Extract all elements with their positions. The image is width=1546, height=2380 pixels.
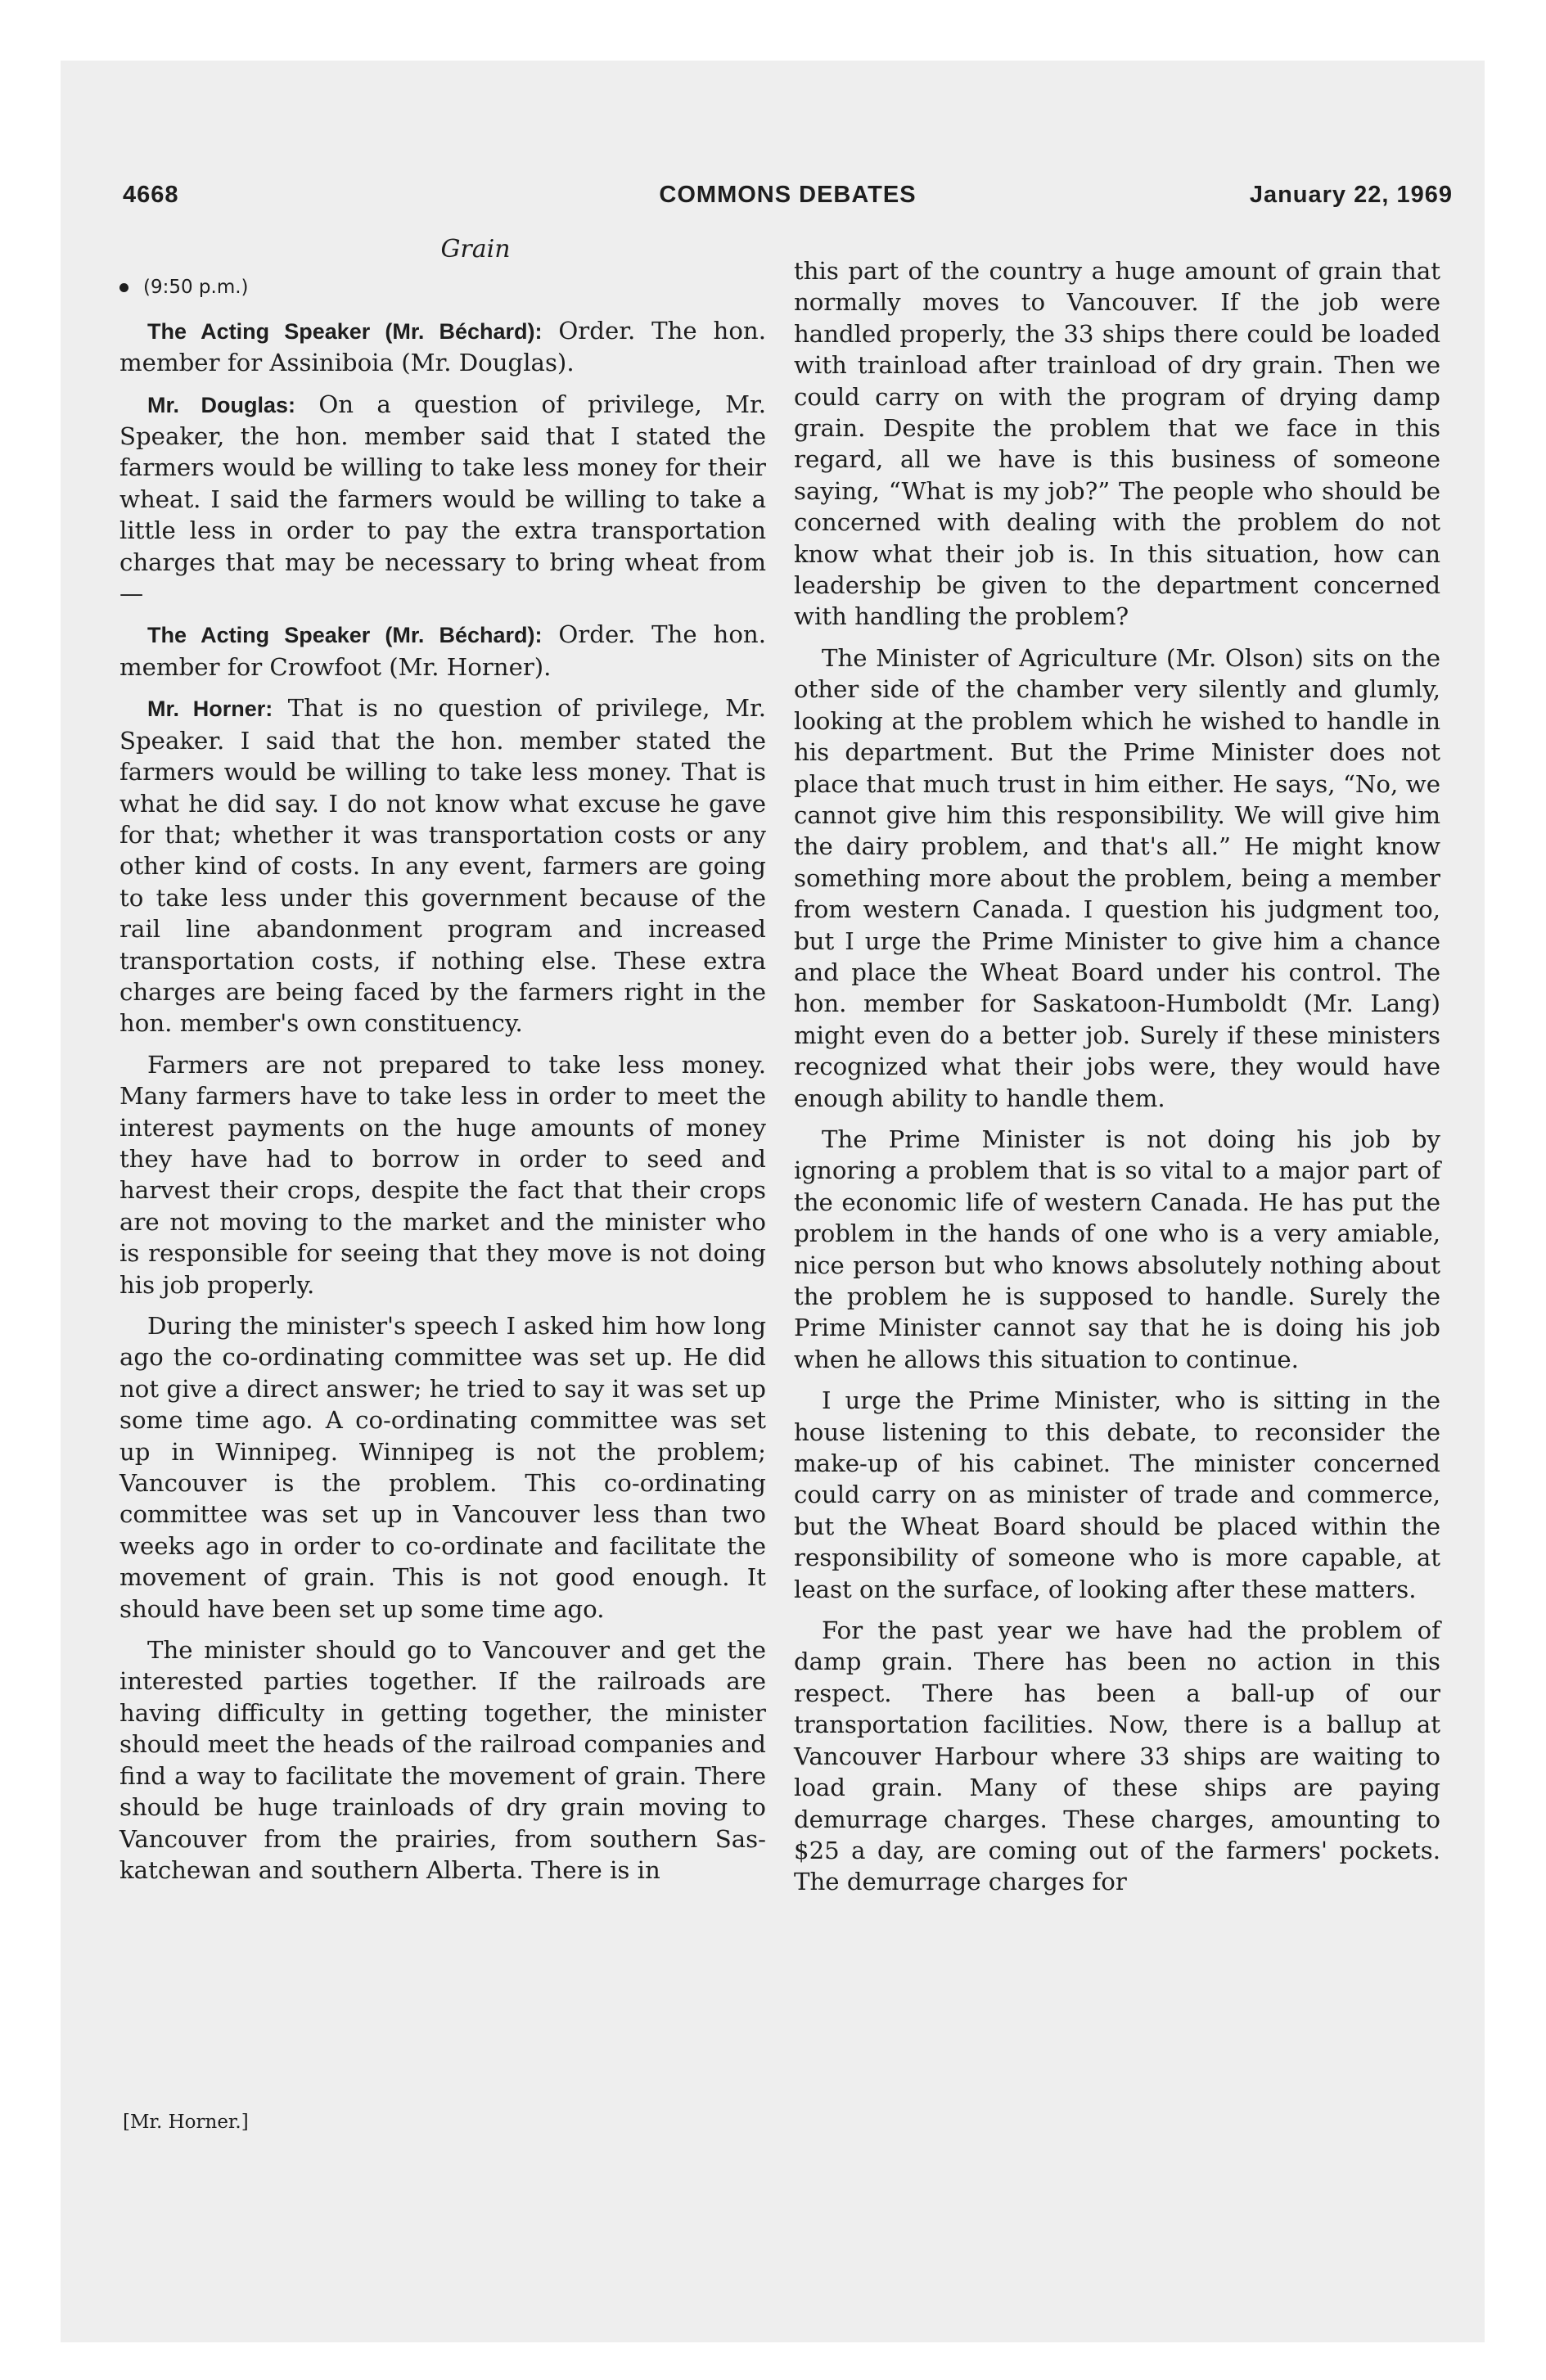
paragraph-text: Order. The hon. member for Assiniboia (Mr. Douglas). <box>119 316 766 377</box>
paragraph-text: The minister should go to Vancouver and get the interested parties together. If the railroads are having difficulty in getting together, the minister should meet the heads of the railroad companies and find a way to facilitate the movement of grain. There should be huge trainloads of dry grain moving to Vancouver from the prairies, from southern Saskatchewan and southern Alberta. There is in <box>119 1636 766 1884</box>
paragraph <box>119 1049 766 1300</box>
time-stamp <box>119 272 766 303</box>
right-column <box>794 255 1440 1908</box>
speaker-name: The Acting Speaker (Mr. Béchard): <box>147 623 543 648</box>
running-header <box>123 182 1453 214</box>
speaker-name: Mr. Douglas: <box>147 392 296 417</box>
paragraph: The Prime Minister is not doing his job by ignoring a problem that is so vital to a major part of the economic life of western Canada. He has put the problem in the hands of one who is a very amiable, nice person but who knows absolutely nothing about the problem he is supposed to handle. Surely the Prime Minister cannot say that he is doing his job when he allows this situation to continue. <box>794 1125 1440 1373</box>
paragraph <box>119 315 766 379</box>
paragraph-text: That is no question of privilege, Mr. Speaker. I said that the hon. member stated the farmers would be willing to take less money. That is what he did say. I do not know what excuse he gave for that; whether it was transportation costs or any other kind of costs. In any event, farmers are going to take less under this government because of the rail line abandonment program and increased transportation costs, if nothing else. These extra charges are being faced by the farmers right in the hon. member's own constituency. <box>119 694 766 1038</box>
paragraph <box>119 1310 766 1625</box>
left-column <box>119 234 766 1895</box>
paragraph <box>119 619 766 683</box>
paragraph <box>119 389 766 610</box>
section-title: Grain <box>440 235 511 264</box>
speaker-name: The Acting Speaker (Mr. Béchard): <box>147 318 543 344</box>
paragraph-text: During the minister's speech I asked him how long ago the co-ordinating committee was set up. He did not give a direct answer; he tried to say it was set up some time ago. A co-ordinating committee was set up in Winnipeg. Winnipeg is not the problem; Vancouver is the problem. This co-ordinating committee was set up in Vancouver less than two weeks ago in order to co-ordinate and facilitate the movement of grain. This is not good enough. It should have been set up some time ago. <box>119 1312 766 1623</box>
paragraph-text: Order. The hon. member for Crowfoot (Mr. Horner). <box>119 620 766 681</box>
issue-date: January 22, 1969 <box>1249 182 1453 208</box>
page-number: 4668 <box>123 182 179 208</box>
paragraph-text: Farmers are not prepared to take less money. Many farmers have to take less in order to meet the interest payments on the huge amounts of money they have had to borrow in order to seed and harvest their crops, despite the fact that their crops are not moving to the market and the minister who is responsible for seeing that they move is not doing his job properly. <box>119 1050 766 1299</box>
speaker-name: Mr. Horner: <box>147 696 273 722</box>
time-text: (9:50 p.m.) <box>143 277 249 299</box>
paragraph <box>119 1634 766 1886</box>
paragraph-text: On a question of privilege, Mr. Speaker, the hon. member said that I stated the farmers would be willing to take less money for their wheat. I said the farmers would be willing to take a little less in order to pay the extra transportation charges that may be necessary to bring wheat from— <box>119 390 766 608</box>
paragraph: The Minister of Agriculture (Mr. Olson) sits on the other side of the chamber very silently and glumly, looking at the problem which he wished to handle in his department. But the Prime Minister does not place that much trust in him either. He says, “No, we cannot give him this responsibility. We will give him the dairy problem, and that's all.” He might know something more about the problem, being a member from western Canada. I question his judgment too, but I urge the Prime Minister to give him a chance and place the Wheat Board under his control. The hon. member for Saskatoon-Humboldt (Mr. Lang) might even do a better job. Surely if these ministers recognized what their jobs were, they would have enough ability to handle them. <box>794 643 1440 1112</box>
paragraph <box>119 692 766 1039</box>
publication-title: COMMONS DEBATES <box>659 182 917 208</box>
speaker-footer: [Mr. Horner.] <box>123 2112 249 2133</box>
paragraph: this part of the country a huge amount of grain that normally moves to Vancouver. If the job were handled properly, the 33 ships there could be loaded with trainload after trainload of dry grain. Then we could carry on with the program of drying damp grain. Despite the problem that we face in this regard, all we have is this business of someone saying, “What is my job?” The people who should be concerned with dealing with the problem do not know what their job is. In this situation, how can leadership be given to the department concerned with handling the problem? <box>794 257 1440 631</box>
bullet-icon <box>119 283 128 292</box>
paragraph: I urge the Prime Minister, who is sitting in the house listening to this debate, to reconsider the make-up of his cabinet. The minister concerned could carry on as minister of trade and commerce, but the Wheat Board should be placed within the responsibility of someone who is more capable, at least on the surface, of looking after these matters. <box>794 1386 1440 1603</box>
paragraph: For the past year we have had the problem of damp grain. There has been no action in this respect. There has been a ball-up of our transportation facilities. Now, there is a ballup at Vancouver Harbour where 33 ships are waiting to load grain. Many of these ships are paying demurrage charges. These charges, amounting to $25 a day, are coming out of the farmers' pockets. The demurrage charges for <box>794 1616 1440 1896</box>
